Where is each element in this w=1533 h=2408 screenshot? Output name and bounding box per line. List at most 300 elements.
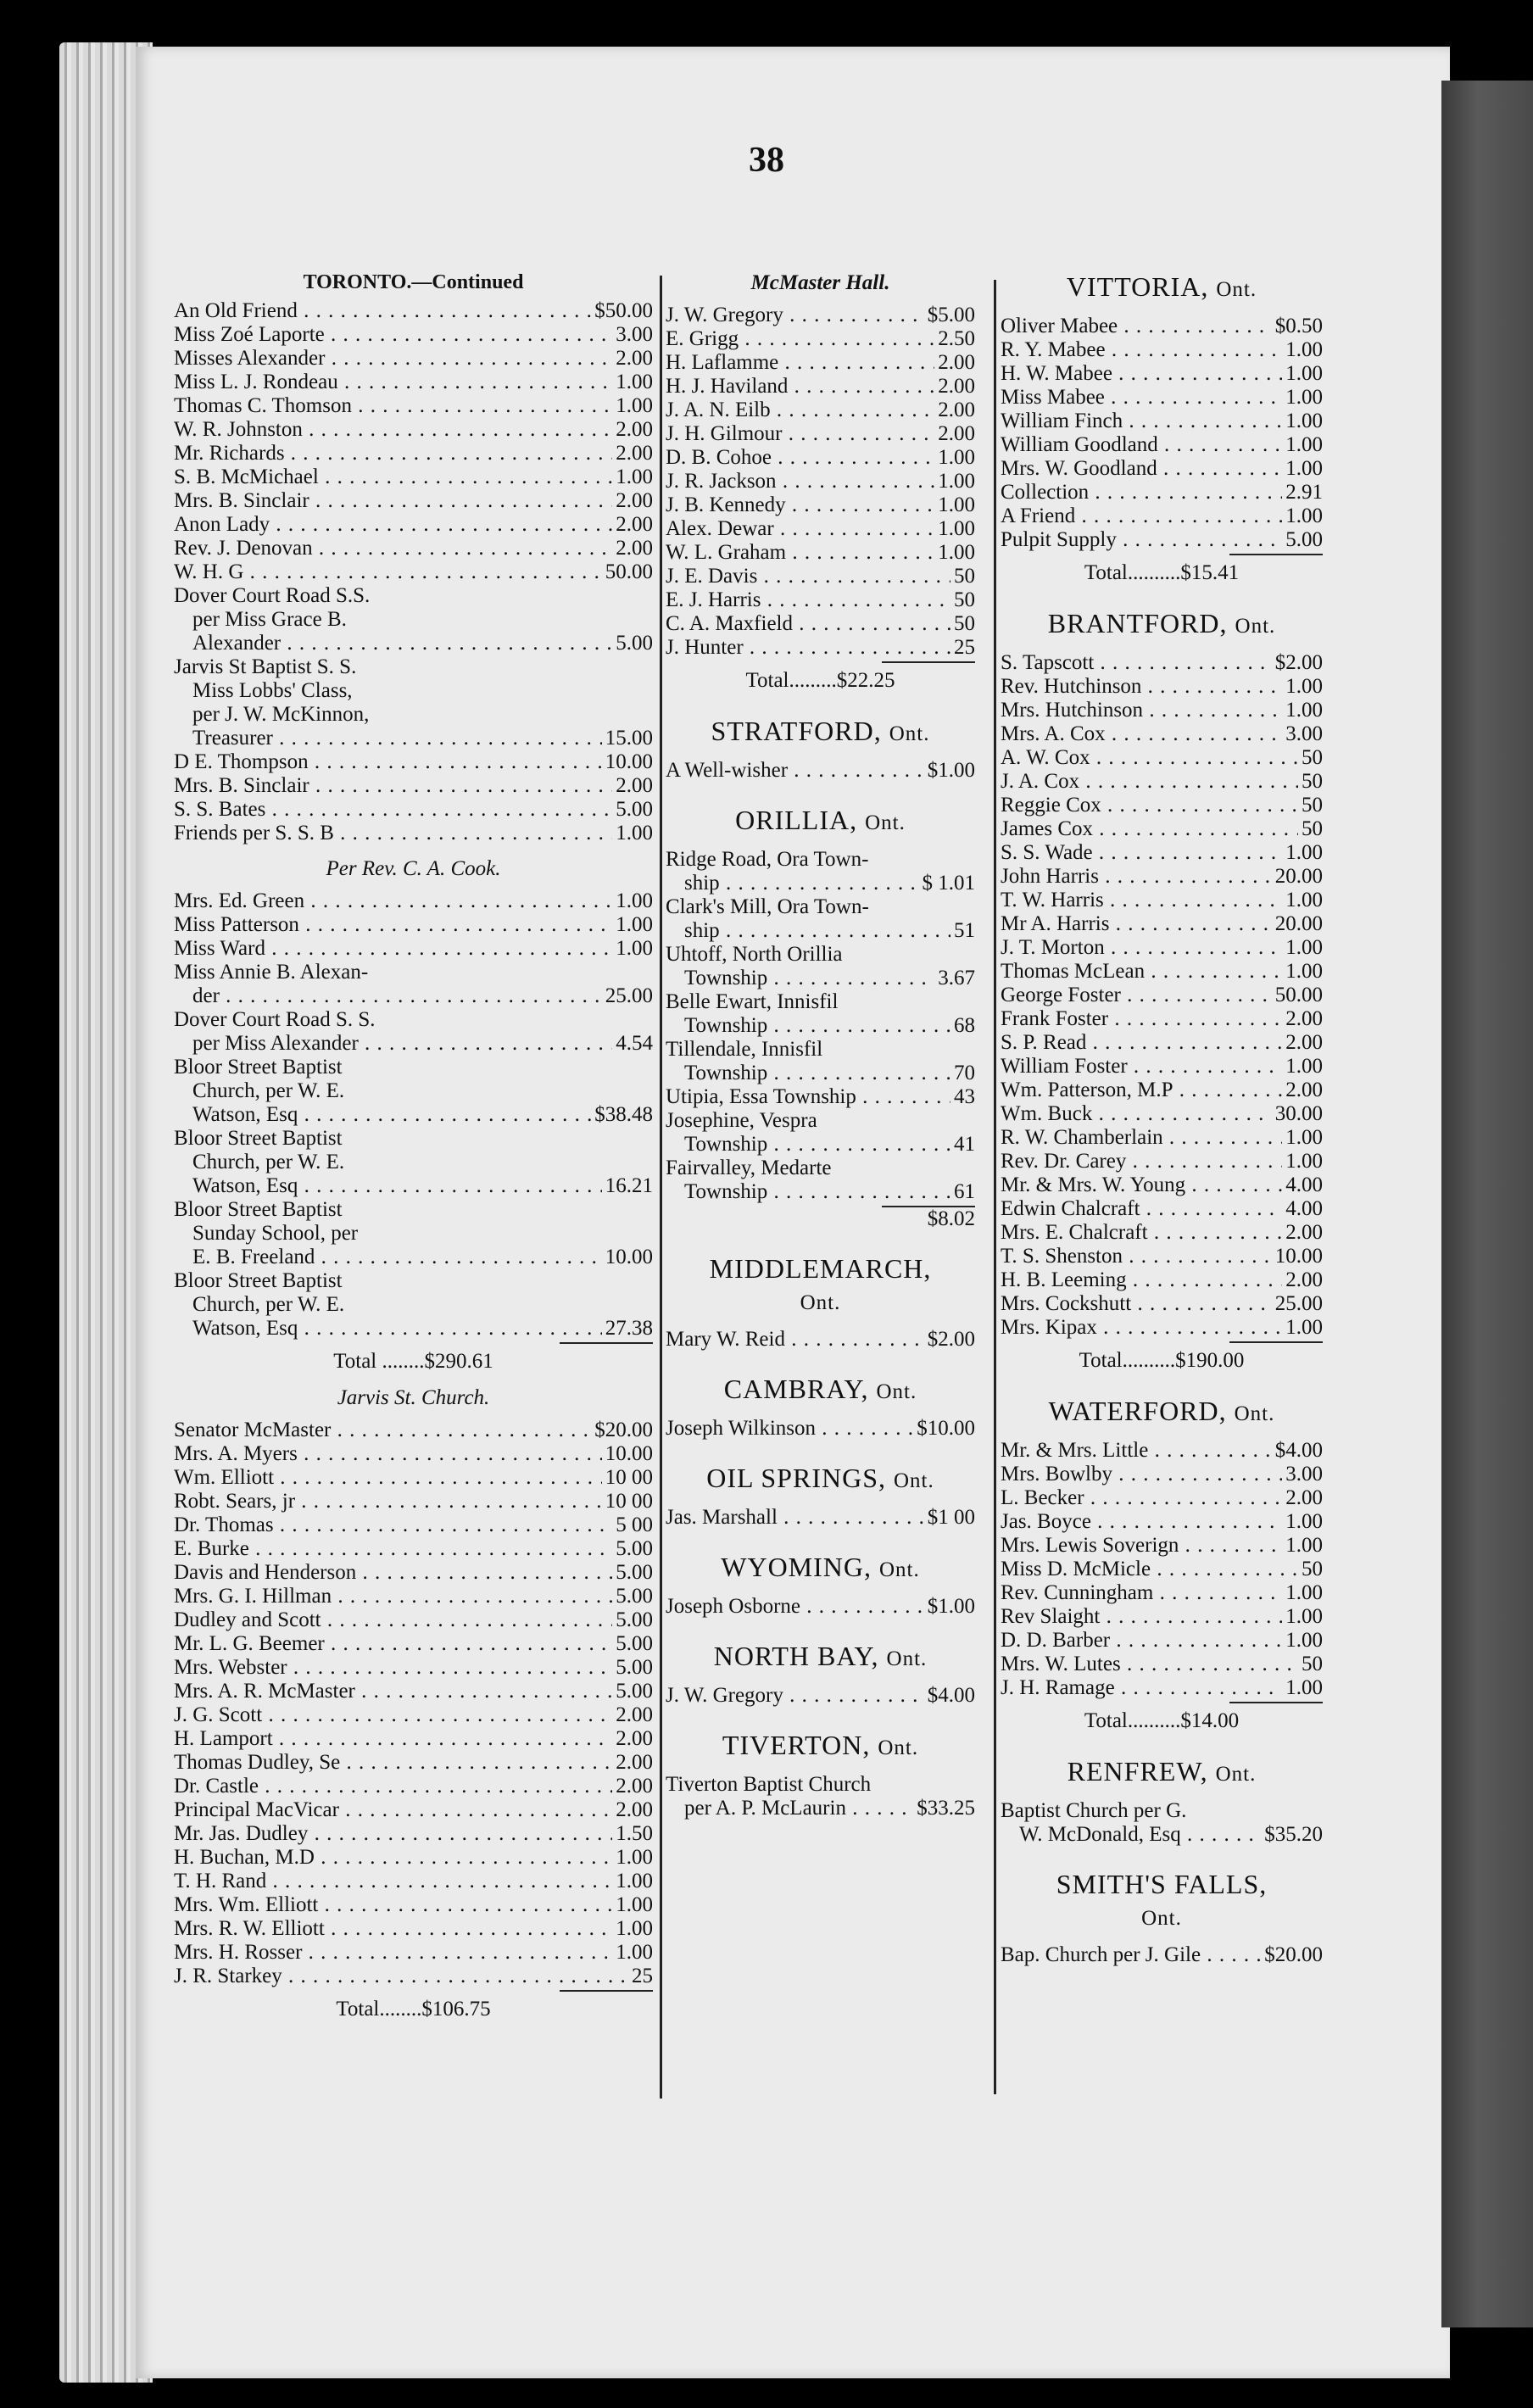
entry-amount: 10 00: [605, 1490, 653, 1513]
place-heading: CAMBRAY, Ont.: [723, 1374, 917, 1404]
entry-name: Mrs. Wm. Elliott . . .: [174, 1893, 612, 1917]
entry-bloor-4: Bloor Street Baptist Church, per W. E. Watson, Esq . . . 27.38: [174, 1269, 653, 1341]
entry-amount: 5.00: [616, 798, 653, 821]
entry-name: Dr. Castle . . .: [174, 1775, 612, 1798]
entry-amount: 2.00: [616, 347, 653, 370]
entry-name: Miss D. McMicle . . .: [1001, 1558, 1298, 1581]
entry-row: [1001, 1126, 1323, 1150]
entry-amount: 2.00: [1285, 1486, 1323, 1509]
entry-row: [1001, 1629, 1323, 1653]
entry-name: Mrs. H. Rosser . . .: [174, 1941, 612, 1965]
entry-row: [666, 304, 975, 327]
entry-row: [174, 299, 653, 323]
entry-row: Township . . . 70: [666, 1062, 975, 1085]
entry-line: Uhtoff, North Orillia: [666, 943, 843, 966]
entry-name: E. J. Harris . . .: [666, 588, 950, 612]
entry-amount: 2.00: [616, 442, 653, 465]
entry-amount: 50: [1302, 794, 1323, 817]
entry-row: [174, 889, 653, 913]
entry-row: [174, 913, 653, 937]
entry-amount: 1.00: [1285, 1629, 1323, 1652]
entry-row: [174, 1941, 653, 1965]
entry-amount: 5.00: [616, 1680, 653, 1703]
place-heading: RENFREW, Ont.: [1067, 1756, 1257, 1786]
entry-row: [1001, 1102, 1323, 1126]
entry-name: T. W. Harris . . .: [1001, 889, 1282, 912]
section-subheading: Jarvis St. Church.: [337, 1386, 490, 1409]
entry-row: [174, 465, 653, 489]
entry-name: J. W. Gregory . . .: [666, 304, 924, 327]
entry-name: Mrs. Hutchinson . . .: [1001, 699, 1282, 722]
entry-amount: 50.00: [605, 560, 653, 583]
total-rule: [560, 1342, 653, 1344]
entry-row: [1001, 386, 1323, 410]
entry-amount: 2.00: [616, 418, 653, 441]
entry-row: [1001, 1558, 1323, 1581]
entry-name: Mrs. W. Lutes . . .: [1001, 1653, 1298, 1676]
entry-name: Edwin Chalcraft . . .: [1001, 1197, 1282, 1221]
entry-amount: $50.00: [594, 299, 653, 322]
entry-row: [1001, 1486, 1323, 1510]
entry-row: [174, 1466, 653, 1490]
entry-name: Principal MacVicar . . .: [174, 1798, 612, 1822]
place-heading: ORILLIA, Ont.: [735, 805, 906, 835]
column-divider: [994, 280, 996, 2094]
column-divider: [660, 276, 662, 2099]
entry-line: Josephine, Vespra: [666, 1109, 817, 1132]
place-heading: NORTH BAY, Ont.: [713, 1641, 928, 1671]
entry-amount: 1.00: [616, 937, 653, 960]
entry-row: [1001, 984, 1323, 1007]
entry-name: Thomas C. Thomson . . .: [174, 394, 612, 418]
entry-amount: 5.00: [616, 1537, 653, 1560]
entry-row: [1001, 315, 1323, 338]
entry-row: [1001, 1653, 1323, 1676]
entry-row: [174, 1775, 653, 1798]
entry-name: J. T. Morton . . .: [1001, 936, 1282, 960]
place-heading: VITTORIA, Ont.: [1066, 271, 1257, 302]
entry-amount: 1.00: [1285, 1316, 1323, 1339]
entry-name: Davis and Henderson . . .: [174, 1561, 612, 1585]
entry-amount: 5.00: [616, 1585, 653, 1608]
entry-line: Belle Ewart, Innisfil: [666, 990, 839, 1013]
entry-name: H. Laflamme . . .: [666, 351, 934, 375]
entry-row: [174, 1798, 653, 1822]
entry-name: T. S. Shenston . . .: [1001, 1245, 1272, 1268]
entry-name: H. B. Leeming . . .: [1001, 1268, 1282, 1292]
entry-row: [666, 422, 975, 446]
entry-amount: 50.00: [1274, 984, 1323, 1006]
entry-amount: 20.00: [1274, 912, 1323, 935]
place-heading: WATERFORD, Ont.: [1048, 1396, 1275, 1426]
entry-row: [174, 1656, 653, 1680]
entry-name: J. E. Davis . . .: [666, 565, 950, 588]
entry-amount: 5.00: [616, 1608, 653, 1631]
entry-name: Mrs. A. Myers . . .: [174, 1442, 602, 1466]
entry-name: Frank Foster . . .: [1001, 1007, 1282, 1031]
entry-name: Robt. Sears, jr . . .: [174, 1490, 602, 1513]
entry-row: [174, 442, 653, 465]
entry-name: Wm. Patterson, M.P . . .: [1001, 1079, 1282, 1102]
entry-name: Miss Ward . . .: [174, 937, 612, 961]
entry-name: Wm. Buck . . .: [1001, 1102, 1272, 1126]
entry-name: Mr. Richards . . .: [174, 442, 612, 465]
entry-row: [1001, 651, 1323, 675]
entry-row: [174, 323, 653, 347]
entry-row: A Well-wisher . . . $1.00: [666, 759, 975, 783]
entry-row: [1001, 1221, 1323, 1245]
entry-row: [1001, 338, 1323, 362]
entry-amount: 25: [954, 636, 975, 659]
entry-row: [1001, 1581, 1323, 1605]
entry-name: Thomas Dudley, Se . . .: [174, 1751, 612, 1775]
entry-amount: 1.00: [1285, 889, 1323, 911]
entry-row: [1001, 889, 1323, 912]
entry-row: [174, 347, 653, 371]
entry-name: Mrs. Ed. Green . . .: [174, 889, 612, 913]
entry-name: William Foster . . .: [1001, 1055, 1282, 1079]
total-line: Total........$106.75: [336, 1998, 491, 2021]
entry-row: [1001, 770, 1323, 794]
entry-row: [174, 489, 653, 513]
entry-amount: 1.00: [938, 446, 975, 469]
entry-amount: 1.00: [1285, 1510, 1323, 1533]
entry-amount: 2.00: [616, 537, 653, 560]
entry-amount: 2.00: [616, 1798, 653, 1821]
entry-row: [1001, 1510, 1323, 1534]
entry-row: [174, 774, 653, 798]
page-number: 38: [749, 141, 784, 180]
entry-row: [1001, 410, 1323, 433]
entry-row: ship . . . 51: [666, 919, 975, 943]
entry-line: Baptist Church per G.: [1001, 1799, 1187, 1822]
entry-amount: 1.00: [938, 517, 975, 540]
entry-amount: 2.00: [1285, 1079, 1323, 1101]
entry-name: George Foster . . .: [1001, 984, 1272, 1007]
entry-row: [1001, 1316, 1323, 1340]
entry-amount: 1.00: [1285, 1150, 1323, 1173]
total-rule: [1229, 1702, 1323, 1703]
entry-dover-2: Dover Court Road S. S. per Miss Alexander . . . 4.54: [174, 1008, 653, 1056]
entry-name: J. Hunter . . .: [666, 636, 950, 660]
orillia-list-2: [666, 1109, 975, 1204]
entry-row: [174, 750, 653, 774]
entry-amount: $5.00: [927, 304, 975, 326]
entry-name: James Cox . . .: [1001, 817, 1298, 841]
entry-amount: 2.00: [616, 774, 653, 797]
entry-name: Mrs. A. R. McMaster . . .: [174, 1680, 612, 1703]
entry-row: [1001, 481, 1323, 504]
entry-amount: 2.00: [1285, 1031, 1323, 1054]
entry-name: Rev. Cunningham . . .: [1001, 1581, 1282, 1605]
entry-row: [174, 418, 653, 442]
entry-amount: 10 00: [605, 1466, 653, 1489]
entry-name: Miss Patterson . . .: [174, 913, 612, 937]
entry-row: [666, 588, 975, 612]
entry-amount: 50: [1302, 746, 1323, 769]
entry-amount: 2.00: [938, 375, 975, 398]
entry-row: Township . . . 41: [666, 1133, 975, 1157]
entry-name: Mrs. B. Sinclair . . .: [174, 774, 612, 798]
entry-row: [1001, 1534, 1323, 1558]
entry-row: Township . . . 68: [666, 1014, 975, 1038]
cook-list: [174, 889, 653, 961]
entry-amount: 1.00: [1285, 1055, 1323, 1078]
entry-row: [1001, 1079, 1323, 1102]
entry-amount: 50: [1302, 817, 1323, 840]
entry-amount: 1.00: [1285, 504, 1323, 527]
entry-dover-1: Dover Court Road S.S. per Miss Grace B. Alexander . . . 5.00: [174, 584, 653, 655]
entry-amount: 1.00: [616, 371, 653, 393]
entry-name: Miss Mabee . . .: [1001, 386, 1282, 410]
entry-row: [174, 1727, 653, 1751]
entry-name: E. Burke . . .: [174, 1537, 612, 1561]
entry-amount: 1.00: [1285, 699, 1323, 722]
entry-amount: 2.00: [616, 1751, 653, 1774]
total-rule: [882, 661, 975, 663]
entry-amount: 10.00: [605, 750, 653, 773]
brantford-list: [1001, 651, 1323, 1340]
entry-name: W. L. Graham . . .: [666, 541, 934, 565]
total-line: Total..........$15.41: [1084, 561, 1240, 584]
total-rule: [560, 1990, 653, 1992]
entry-row: [666, 565, 975, 588]
entry-bloor-3: Bloor Street Baptist Sunday School, per E. B. Freeland . . . 10.00: [174, 1198, 653, 1269]
entry-amount: 1.00: [616, 1846, 653, 1869]
total-line: Total ........$290.61: [333, 1350, 493, 1373]
entry-row: [174, 1822, 653, 1846]
entry-amount: $20.00: [594, 1419, 653, 1441]
entry-amount: 1.00: [616, 1870, 653, 1892]
entry-amount: 1.00: [1285, 386, 1323, 409]
entry-amount: 1.00: [1285, 960, 1323, 983]
place-heading: OIL SPRINGS, Ont.: [706, 1463, 934, 1493]
entry-row: Joseph Osborne . . . $1.00: [666, 1595, 975, 1619]
entry-amount: 2.00: [938, 351, 975, 374]
entry-row: J. W. Gregory . . . $4.00: [666, 1684, 975, 1708]
entry-amount: $0.50: [1274, 315, 1323, 337]
entry-name: Friends per S. S. B . . .: [174, 822, 612, 845]
entry-amount: 50: [954, 565, 975, 588]
entry-name: Mrs. B. Sinclair . . .: [174, 489, 612, 513]
entry-amount: 1.00: [616, 465, 653, 488]
entry-row: [174, 1965, 653, 1988]
entry-name: Mrs. G. I. Hillman . . .: [174, 1585, 612, 1608]
entry-name: Oliver Mabee . . .: [1001, 315, 1272, 338]
column-1: [174, 271, 653, 2031]
entry-amount: 50: [1302, 1558, 1323, 1580]
entry-amount: 1.00: [1285, 1676, 1323, 1699]
entry-name: S. Tapscott . . .: [1001, 651, 1272, 675]
entry-name: Mr. L. G. Beemer . . .: [174, 1632, 612, 1656]
entry-row: [174, 1703, 653, 1727]
entry-row: per A. P. McLaurin . . . $33.25: [666, 1797, 975, 1820]
entry-name: Reggie Cox . . .: [1001, 794, 1298, 817]
total-line: Total..........$190.00: [1079, 1349, 1245, 1372]
entry-name: J. H. Gilmour . . .: [666, 422, 934, 446]
entry-row: Township . . . 61: [666, 1180, 975, 1204]
entry-row: [1001, 699, 1323, 722]
entry-row: Utipia, Essa Township . . . 43: [666, 1085, 975, 1109]
entry-amount: 10.00: [1274, 1245, 1323, 1268]
vittoria-list: [1001, 315, 1323, 552]
entry-amount: 1.00: [1285, 1581, 1323, 1604]
entry-row: [1001, 960, 1323, 984]
place-heading: TIVERTON, Ont.: [722, 1730, 919, 1760]
entry-row: [1001, 1605, 1323, 1629]
entry-row: [666, 470, 975, 493]
entry-name: Wm. Elliott . . .: [174, 1466, 602, 1490]
entry-name: S. B. McMichael . . .: [174, 465, 612, 489]
entry-name: Mr. & Mrs. Little . . .: [1001, 1439, 1272, 1463]
entry-row: [174, 822, 653, 845]
entry-row: [1001, 457, 1323, 481]
entry-row: [174, 1680, 653, 1703]
entry-row: Bap. Church per J. Gile . . . $20.00: [1001, 1943, 1323, 1967]
toronto-list-2: [174, 750, 653, 845]
entry-name: Mr A. Harris . . .: [1001, 912, 1272, 936]
mcmaster-list: [666, 304, 975, 660]
entry-name: An Old Friend . . .: [174, 299, 591, 323]
entry-row: [666, 612, 975, 636]
entry-amount: 1.00: [1285, 433, 1323, 456]
entry-row: [174, 1537, 653, 1561]
entry-row: [1001, 794, 1323, 817]
entry-row: [174, 513, 653, 537]
total-line: Total.........$22.25: [745, 669, 895, 692]
entry-amount: 1.50: [616, 1822, 653, 1845]
entry-name: Rev. Hutchinson . . .: [1001, 675, 1282, 699]
entry-amount: 2.50: [938, 327, 975, 350]
entry-row: [1001, 1268, 1323, 1292]
column-2: [666, 271, 975, 1820]
page-shadow-bar: [1441, 81, 1533, 2327]
entry-name: T. H. Rand . . .: [174, 1870, 612, 1893]
entry-row: [1001, 1439, 1323, 1463]
entry-row: [666, 636, 975, 660]
entry-amount: 50: [954, 588, 975, 611]
entry-name: J. G. Scott . . .: [174, 1703, 612, 1727]
entry-name: Rev. Dr. Carey . . .: [1001, 1150, 1282, 1173]
entry-amount: 5.00: [616, 1561, 653, 1584]
entry-row: [1001, 746, 1323, 770]
entry-amount: 1.00: [938, 470, 975, 493]
entry-name: Mrs. Bowlby . . .: [1001, 1463, 1282, 1486]
entry-amount: 4.00: [1285, 1197, 1323, 1220]
entry-line: Tiverton Baptist Church: [666, 1773, 872, 1796]
column-3: [1001, 271, 1323, 1967]
entry-amount: 1.00: [1285, 936, 1323, 959]
entry-row: [1001, 912, 1323, 936]
entry-name: H. J. Haviland . . .: [666, 375, 934, 399]
entry-row: [174, 1893, 653, 1917]
entry-amount: 1.00: [1285, 1534, 1323, 1557]
entry-row: [1001, 1007, 1323, 1031]
entry-name: J. H. Ramage . . .: [1001, 1676, 1282, 1700]
entry-name: Mrs. Webster . . .: [174, 1656, 612, 1680]
place-heading: BRANTFORD, Ont.: [1047, 608, 1276, 638]
entry-bloor-1: Bloor Street Baptist Church, per W. E. Watson, Esq . . . $38.48: [174, 1056, 653, 1127]
entry-amount: 1.00: [1285, 362, 1323, 385]
entry-row: [174, 1513, 653, 1537]
entry-row: [174, 1751, 653, 1775]
entry-amount: 1.00: [616, 394, 653, 417]
entry-amount: 1.00: [938, 493, 975, 516]
entry-row: [174, 1419, 653, 1442]
entry-amount: 3.00: [1285, 722, 1323, 745]
entry-row: [1001, 504, 1323, 528]
entry-row: [666, 493, 975, 517]
entry-row: [1001, 1197, 1323, 1221]
orillia-list: [666, 848, 975, 1085]
entry-row: [666, 446, 975, 470]
place-heading: SMITH'S FALLS, Ont.: [1056, 1869, 1268, 1930]
entry-row: [174, 1442, 653, 1466]
entry-amount: 1.00: [1285, 1605, 1323, 1628]
entry-row: [1001, 841, 1323, 865]
entry-row: Township . . . 3.67: [666, 967, 975, 990]
entry-name: Misses Alexander . . .: [174, 347, 612, 371]
entry-name: Collection . . .: [1001, 481, 1282, 504]
total-line: $8.02: [927, 1207, 975, 1230]
entry-name: H. W. Mabee . . .: [1001, 362, 1282, 386]
entry-row: [1001, 1031, 1323, 1055]
entry-row: [174, 1608, 653, 1632]
entry-line: Fairvalley, Medarte: [666, 1157, 832, 1179]
entry-amount: 1.00: [938, 541, 975, 564]
entry-row: [174, 1490, 653, 1513]
entry-name: S. S. Wade . . .: [1001, 841, 1282, 865]
section-subheading: Per Rev. C. A. Cook.: [326, 857, 501, 880]
entry-amount: $4.00: [1274, 1439, 1323, 1462]
entry-amount: 2.00: [1285, 1268, 1323, 1291]
entry-row: [666, 327, 975, 351]
entry-name: Pulpit Supply . . .: [1001, 528, 1282, 552]
entry-row: [174, 394, 653, 418]
entry-name: L. Becker . . .: [1001, 1486, 1282, 1510]
place-heading: MIDDLEMARCH, Ont.: [709, 1253, 932, 1314]
entry-row: [1001, 1173, 1323, 1197]
entry-amount: 1.00: [616, 822, 653, 844]
entry-amount: 50: [1302, 1653, 1323, 1675]
entry-amount: 2.00: [616, 489, 653, 512]
entry-name: S. S. Bates . . .: [174, 798, 612, 822]
entry-row: Jas. Marshall . . . $1 00: [666, 1506, 975, 1530]
entry-line: Ridge Road, Ora Town-: [666, 848, 869, 871]
jarvis-list: [174, 1419, 653, 1988]
entry-row: [174, 1917, 653, 1941]
entry-amount: 1.00: [1285, 457, 1323, 480]
entry-amount: 2.00: [938, 422, 975, 445]
place-heading: WYOMING, Ont.: [721, 1552, 920, 1582]
entry-name: Mrs. Cockshutt . . .: [1001, 1292, 1272, 1316]
entry-line: Clark's Mill, Ora Town-: [666, 895, 869, 918]
entry-name: A Friend . . .: [1001, 504, 1282, 528]
entry-row: [1001, 528, 1323, 552]
entry-row: [666, 541, 975, 565]
entry-row: W. McDonald, Esq . . . $35.20: [1001, 1823, 1323, 1847]
entry-name: W. R. Johnston . . .: [174, 418, 612, 442]
entry-name: C. A. Maxfield . . .: [666, 612, 950, 636]
entry-name: Thomas McLean . . .: [1001, 960, 1282, 984]
entry-amount: 2.00: [616, 513, 653, 536]
entry-row: [1001, 865, 1323, 889]
section-heading: TORONTO.—Continued: [303, 271, 524, 293]
toronto-list-1: [174, 299, 653, 584]
entry-name: Miss Zoé Laporte . . .: [174, 323, 612, 347]
entry-name: Dr. Thomas . . .: [174, 1513, 612, 1537]
entry-amount: 1.00: [1285, 1126, 1323, 1149]
